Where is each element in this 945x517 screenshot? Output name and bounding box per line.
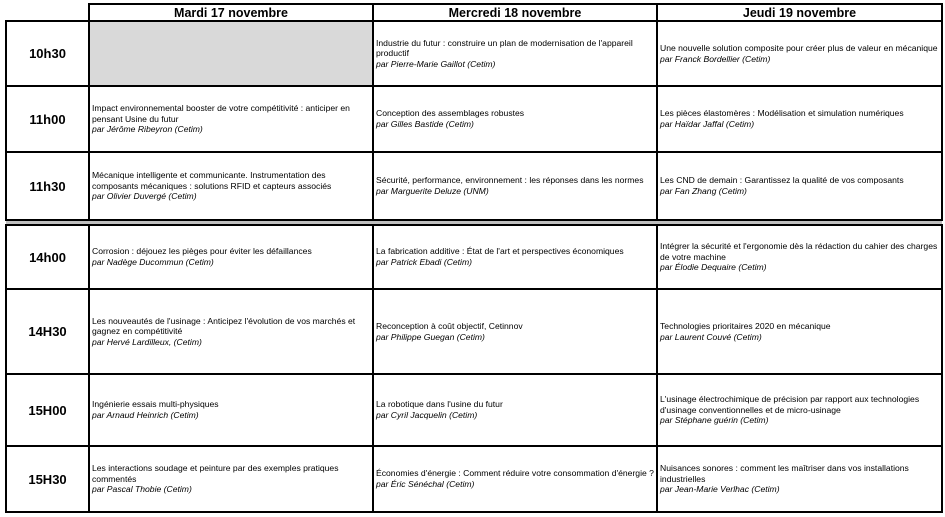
day-header: Mardi 17 novembre <box>89 4 373 21</box>
session-speaker: par Gilles Bastide (Cetim) <box>376 119 474 129</box>
session-title: Ingénierie essais multi-physiques <box>92 399 219 410</box>
session-speaker: par Laurent Couvé (Cetim) <box>660 331 762 342</box>
session-title: La fabrication additive : État de l'art et perspectives économiques <box>376 246 624 257</box>
table-row <box>6 21 942 86</box>
session-cell <box>373 446 657 512</box>
time-slot: 15H30 <box>6 446 89 512</box>
session-title: Les nouveautés de l'usinage : Anticipez l'évolution de vos marchés et gagnez en compétitivité <box>92 315 356 337</box>
session-speaker: par Éric Sénéchal (Cetim) <box>376 479 475 489</box>
session-cell <box>373 374 657 446</box>
session-title: Corrosion : déjouez les pièges pour éviter les défaillances <box>92 246 312 257</box>
session-title: Industrie du futur : construire un plan de modernisation de l'appareil productif <box>376 37 633 59</box>
session-speaker: par Stéphane guérin (Cetim) <box>660 415 769 426</box>
day-header: Mercredi 18 novembre <box>373 4 657 21</box>
corner-cell <box>6 4 89 21</box>
time-slot: 15H00 <box>6 374 89 446</box>
session-speaker: par Pascal Thobie (Cetim) <box>92 484 192 495</box>
time-slot: 10h30 <box>6 21 89 86</box>
session-title: Reconception à coût objectif, Cetinnov <box>376 320 523 331</box>
session-title: Les CND de demain : Garantissez la qualité de vos composants <box>660 175 904 186</box>
table-row <box>6 225 942 289</box>
session-speaker: par Hervé Lardilleux, (Cetim) <box>92 336 202 347</box>
session-cell <box>89 86 373 152</box>
table-row <box>6 152 942 220</box>
session-speaker: par Jean-Marie Verlhac (Cetim) <box>660 484 780 495</box>
schedule <box>5 3 941 513</box>
session-cell <box>657 86 942 152</box>
session-cell <box>657 152 942 220</box>
session-title: Mécanique intelligente et communicante. Instrumentation des composants mécaniques : solutions RFID et capteurs associés <box>92 170 332 191</box>
session-title: La robotique dans l'usine du futur <box>376 399 503 410</box>
session-title: Économies d'énergie : Comment réduire votre consommation d'énergie ? <box>376 468 654 479</box>
session-cell <box>657 289 942 374</box>
session-speaker: par Cyril Jacquelin (Cetim) <box>376 410 478 420</box>
session-speaker: par Olivier Duvergé (Cetim) <box>92 191 197 202</box>
time-slot: 11h00 <box>6 86 89 152</box>
table-row <box>6 374 942 446</box>
session-speaker: par Jérôme Ribeyron (Cetim) <box>92 124 203 135</box>
session-speaker: par Marguerite Deluze (UNM) <box>376 186 489 196</box>
session-title: Technologies prioritaires 2020 en mécanique <box>660 320 831 331</box>
session-speaker: par Patrick Ebadi (Cetim) <box>376 257 472 267</box>
session-speaker: par Franck Bordellier (Cetim) <box>660 53 771 64</box>
session-title: Sécurité, performance, environnement : les réponses dans les normes <box>376 175 644 186</box>
session-cell <box>373 86 657 152</box>
session-title: Intégrer la sécurité et l'ergonomie dès la rédaction du cahier des charges de votre machine <box>660 241 938 262</box>
session-cell <box>89 446 373 512</box>
session-title: Une nouvelle solution composite pour créer plus de valeur en mécanique <box>660 42 938 53</box>
header-row <box>6 4 942 21</box>
session-cell <box>373 21 657 86</box>
time-slot: 14h00 <box>6 225 89 289</box>
session-cell <box>657 446 942 512</box>
session-title: Conception des assemblages robustes <box>376 108 525 119</box>
session-cell <box>89 225 373 289</box>
empty-session <box>89 21 373 86</box>
session-title: L'usinage électrochimique de précision par rapport aux technologies d'usinage conventionnelles et de micro-usinage <box>660 394 920 415</box>
session-cell <box>89 152 373 220</box>
session-cell <box>373 152 657 220</box>
session-cell <box>89 289 373 374</box>
session-cell <box>657 225 942 289</box>
schedule-table <box>5 3 943 513</box>
table-row <box>6 446 942 512</box>
session-speaker: par Philippe Guegan (Cetim) <box>376 331 485 342</box>
table-row <box>6 289 942 374</box>
session-title: Les pièces élastomères : Modélisation et simulation numériques <box>660 108 904 119</box>
session-speaker: par Fan Zhang (Cetim) <box>660 186 747 196</box>
session-title: Impact environnemental booster de votre compétitivité : anticiper en pensant Usine du futur <box>92 103 350 124</box>
session-cell <box>657 21 942 86</box>
time-slot: 14H30 <box>6 289 89 374</box>
session-title: Les interactions soudage et peinture par des exemples pratiques commentés <box>92 463 339 484</box>
session-speaker: par Élodie Dequaire (Cetim) <box>660 262 767 273</box>
session-speaker: par Pierre-Marie Gaillot (Cetim) <box>376 58 496 69</box>
session-title: Nuisances sonores : comment les maîtriser dans vos installations industrielles <box>660 463 909 484</box>
day-header: Jeudi 19 novembre <box>657 4 942 21</box>
session-cell <box>89 374 373 446</box>
session-cell <box>373 225 657 289</box>
session-cell <box>373 289 657 374</box>
session-cell <box>657 374 942 446</box>
time-slot: 11h30 <box>6 152 89 220</box>
session-speaker: par Arnaud Heinrich (Cetim) <box>92 410 199 420</box>
table-row <box>6 86 942 152</box>
session-speaker: par Haïdar Jaffal (Cetim) <box>660 119 755 129</box>
session-speaker: par Nadège Ducommun (Cetim) <box>92 257 214 267</box>
